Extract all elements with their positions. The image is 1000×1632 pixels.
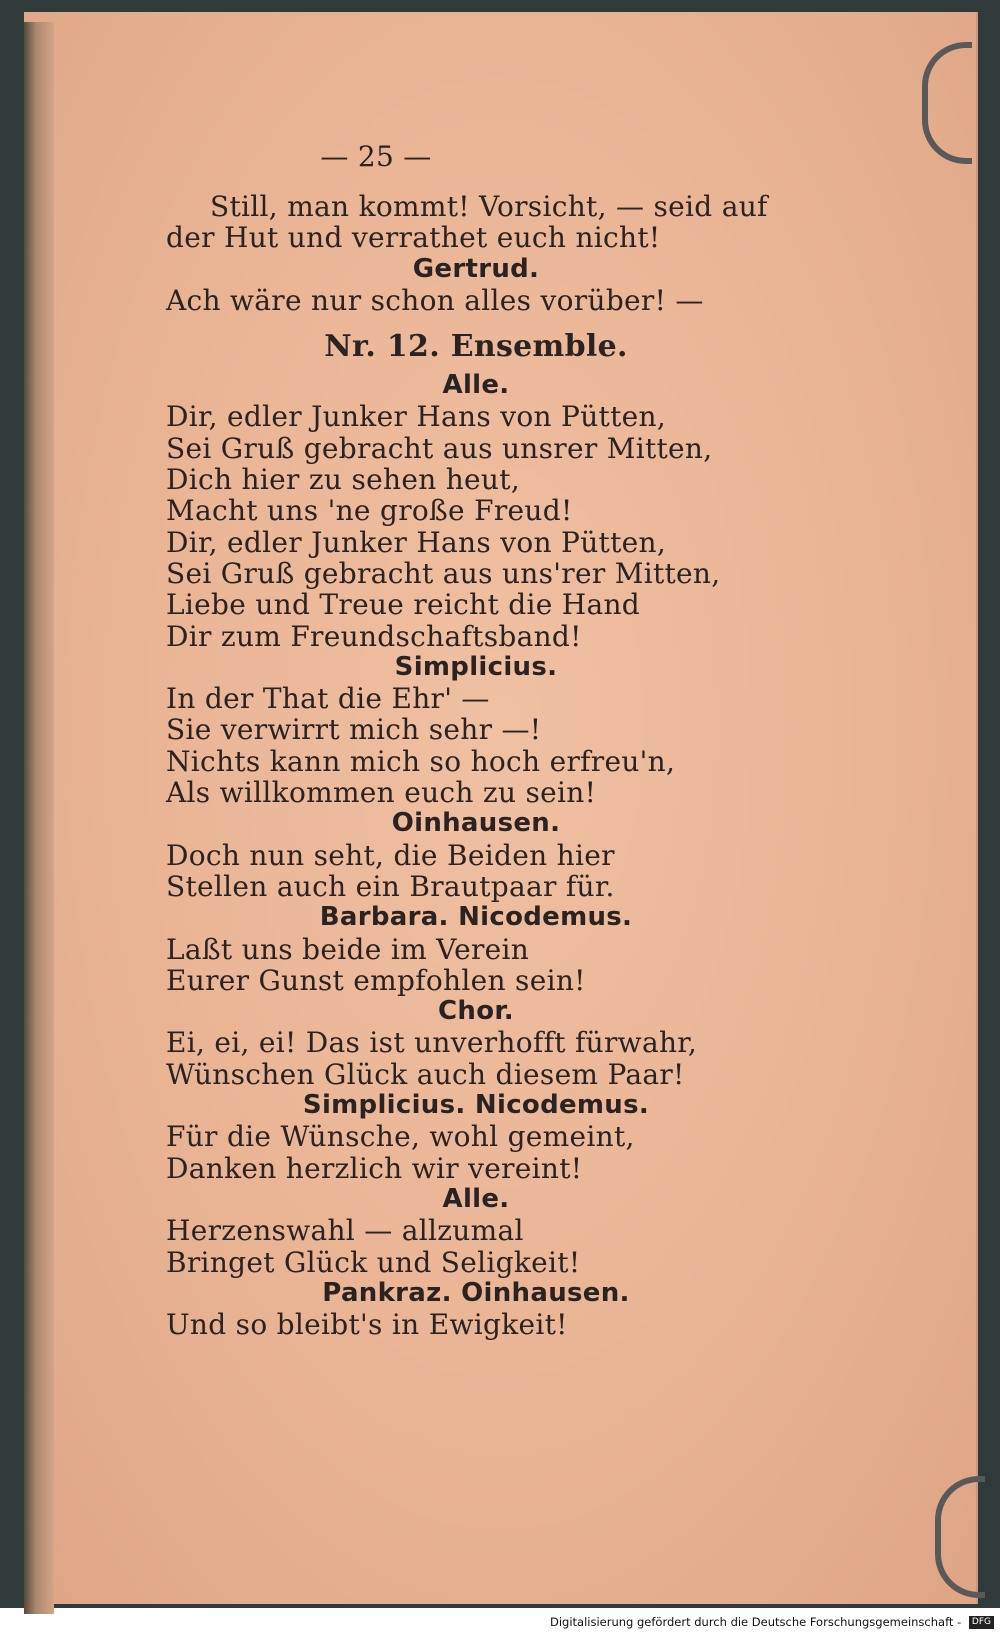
verse-line: Liebe und Treue reicht die Hand [166, 588, 641, 622]
page-number: — 25 — [320, 140, 432, 173]
verse-line: Dir, edler Junker Hans von Pütten, [166, 400, 667, 434]
verse-line: Dir zum Freundschaftsband! [166, 619, 582, 653]
verse-line: Sie verwirrt mich sehr —! [166, 713, 542, 747]
verse-line: Doch nun seht, die Beiden hier [166, 838, 615, 872]
speaker-name: Gertrud. [412, 253, 540, 284]
verse-line: Sei Gruß gebracht aus unsrer Mitten, [166, 431, 713, 465]
page-text [166, 140, 806, 1340]
section-heading: Nr. 12. Ensemble. [324, 329, 628, 365]
speaker-name: Simplicius. [394, 651, 558, 682]
verse-line: Sei Gruß gebracht aus uns'rer Mitten, [166, 556, 721, 590]
verse-line: Wünschen Glück auch diesem Paar! [166, 1057, 685, 1091]
verse-line: Eurer Gunst empfohlen sein! [166, 963, 586, 997]
verse-line: Dir, edler Junker Hans von Pütten, [166, 525, 667, 559]
verse-line: Herzenswahl — allzumal [166, 1214, 524, 1248]
verse-line: Bringet Glück und Seligkeit! [166, 1245, 581, 1279]
verse-line: Nichts kann mich so hoch erfreu'n, [166, 744, 676, 778]
verse-line: Ach wäre nur schon alles vorüber! — [166, 283, 704, 317]
verse-line: Still, man kommt! Vorsicht, — seid auf [210, 190, 768, 223]
verse-line: In der That die Ehr' — [166, 682, 490, 716]
verse-line: Für die Wünsche, wohl gemeint, [166, 1120, 635, 1154]
speaker-name: Pankraz. Oinhausen. [322, 1277, 630, 1308]
verse-line: Macht uns 'ne große Freud! [166, 494, 573, 528]
text-lines [166, 191, 806, 1340]
verse-line: Danken herzlich wir vereint! [166, 1151, 583, 1185]
speaker-name: Oinhausen. [391, 808, 561, 839]
verse-line: Stellen auch ein Brautpaar für. [166, 869, 615, 903]
speaker-name: Alle. [442, 1183, 510, 1214]
speaker-name: Simplicius. Nicodemus. [302, 1090, 650, 1121]
speaker-name: Chor. [438, 996, 514, 1027]
verse-line: Dich hier zu sehen heut, [166, 463, 521, 497]
clip-ring-top [922, 42, 972, 164]
footer-credit [550, 1613, 994, 1631]
verse-line: Als willkommen euch zu sein! [166, 776, 597, 810]
verse-line: Ei, ei, ei! Das ist unverhofft fürwahr, [166, 1026, 698, 1060]
dfg-logo: DFG [969, 1616, 994, 1629]
speaker-name: Alle. [442, 370, 510, 401]
verse-line: Laßt uns beide im Verein [166, 932, 530, 966]
clip-ring-bottom [935, 1476, 985, 1598]
verse-line: Und so bleibt's in Ewigkeit! [166, 1308, 568, 1342]
verse-line: der Hut und verrathet euch nicht! [166, 221, 661, 255]
book-binding [24, 22, 54, 1614]
footer-text: Digitalisierung gefördert durch die Deutsche Forschungsgemeinschaft - [549, 1615, 962, 1629]
speaker-name: Barbara. Nicodemus. [319, 902, 633, 933]
